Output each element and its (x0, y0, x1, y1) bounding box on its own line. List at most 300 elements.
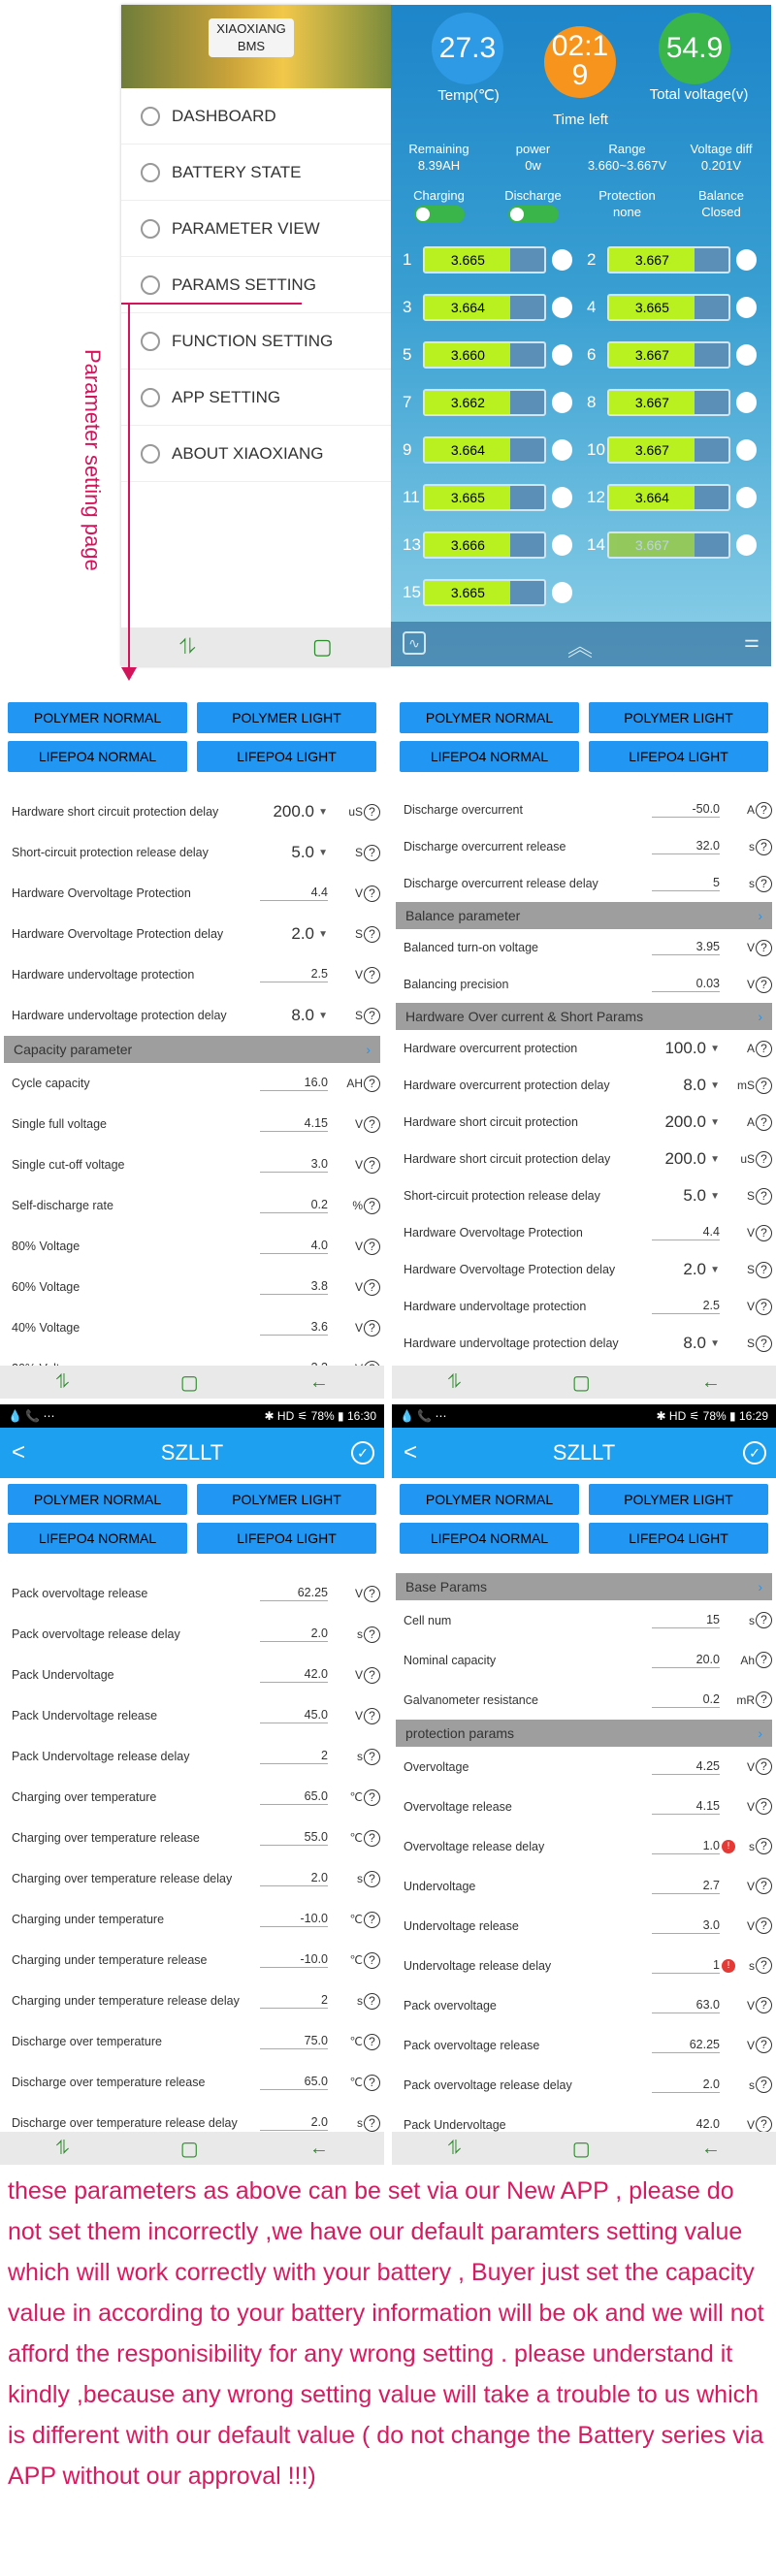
system-nav-bar (392, 2132, 776, 2165)
help-icon[interactable]: ? (364, 1789, 380, 1806)
section-header[interactable]: Capacity parameter › (4, 1036, 380, 1063)
help-icon[interactable]: ? (364, 804, 380, 821)
param-input[interactable]: 4.15 (260, 1116, 328, 1132)
help-icon[interactable]: ? (364, 1830, 380, 1847)
param-input[interactable]: 4.15 (652, 1799, 720, 1815)
menu-item-icon (141, 107, 160, 126)
param-input[interactable]: 4.4 (260, 886, 328, 901)
param-row (0, 2021, 384, 2062)
chevron-down-icon[interactable]: ▼ (710, 1190, 720, 1202)
menu-item-battery-state[interactable] (121, 145, 391, 201)
confirm-icon[interactable]: ✓ (351, 1441, 374, 1465)
param-label: Galvanometer resistance (404, 1692, 538, 1707)
param-input[interactable]: 0.2 (652, 1692, 720, 1708)
param-select[interactable]: 8.0 (291, 1005, 314, 1024)
param-input[interactable]: 2.5 (652, 1299, 720, 1314)
chevron-down-icon[interactable]: ▼ (710, 1116, 720, 1128)
square-icon[interactable]: ▢ (179, 2138, 199, 2160)
param-list (392, 791, 776, 1362)
cell-10 (587, 435, 757, 465)
warning-note: these parameters as above can be set via our New APP , please do not set them incorrectly ,we have our default paramters setting value which will work correctly with your battery , Buyer just set the capacity value in according to your battery information will be ok and we will not afford the responisibility for any wrong setting . please understand it kindly ,because any wrong setting value will take a trouble to us which is different with our default value ( do not change the Battery series via APP without our approval !!!) (8, 2177, 764, 2490)
param-unit: V (354, 1709, 363, 1723)
param-label: Charging over temperature release delay (12, 1872, 233, 1885)
help-icon[interactable]: ? (364, 926, 380, 943)
param-row (392, 1640, 776, 1680)
help-icon[interactable]: ? (756, 802, 772, 819)
param-input[interactable]: 2.0 (260, 2115, 328, 2131)
param-input[interactable]: 16.0 (260, 1076, 328, 1091)
help-icon[interactable]: ? (756, 1838, 772, 1854)
help-icon[interactable]: ? (756, 940, 772, 956)
cell-9 (403, 435, 572, 465)
app-title: SZLLT (552, 1440, 616, 1465)
menu-item-about-xiaoxiang[interactable] (121, 426, 391, 482)
param-list (392, 1573, 776, 2144)
help-icon[interactable]: ? (756, 1225, 772, 1241)
square-icon[interactable]: ▢ (311, 634, 333, 659)
stat-label: Range (608, 142, 646, 156)
param-input[interactable]: 2.0 (652, 2077, 720, 2093)
param-unit: V (746, 2038, 755, 2052)
param-row (0, 1307, 384, 1348)
menu-item-app-setting[interactable] (121, 370, 391, 426)
preset-polymer-normal[interactable]: POLYMER NORMAL (400, 702, 579, 733)
param-input[interactable]: 1.0 (652, 1839, 720, 1854)
param-unit: ℃ (349, 2035, 363, 2048)
param-input[interactable]: 2 (260, 1749, 328, 1764)
help-icon[interactable]: ? (364, 1008, 380, 1024)
preset-polymer-light[interactable]: POLYMER LIGHT (589, 702, 768, 733)
help-icon[interactable]: ? (756, 1299, 772, 1315)
help-icon[interactable]: ? (756, 2077, 772, 2093)
section-header[interactable]: Balance parameter › (396, 902, 772, 929)
param-input[interactable]: 3.6 (260, 1320, 328, 1336)
param-input[interactable]: 0.03 (652, 977, 720, 992)
param-select[interactable]: 8.0 (683, 1075, 706, 1094)
param-select[interactable]: 200.0 (273, 801, 314, 821)
annotation-line (121, 303, 302, 305)
param-input[interactable]: -50.0 (652, 802, 720, 818)
help-icon[interactable]: ? (364, 1749, 380, 1765)
cell-voltage: 3.664 (425, 438, 510, 462)
swap-icon[interactable]: ⥮ (55, 2137, 70, 2159)
param-label: Hardware short circuit protection delay (404, 1152, 611, 1166)
menu-item-function-setting[interactable] (121, 313, 391, 370)
param-input[interactable]: 20.0 (652, 1653, 720, 1668)
help-icon[interactable]: ? (364, 1952, 380, 1969)
param-label: Hardware undervoltage protection delay (12, 1009, 227, 1022)
help-icon[interactable]: ? (364, 1586, 380, 1602)
param-input[interactable]: 2.0 (260, 1871, 328, 1886)
square-icon[interactable]: ▢ (571, 1371, 591, 1394)
back-arrow-icon[interactable]: ← (700, 2137, 721, 2159)
preset-buttons (0, 1478, 384, 1554)
back-arrow-icon[interactable]: ← (308, 2137, 329, 2159)
cell-7 (403, 388, 572, 417)
menu-item-label: PARAMS SETTING (172, 274, 316, 294)
help-icon[interactable]: ? (756, 1997, 772, 2013)
param-input[interactable]: 0.2 (260, 1198, 328, 1213)
help-icon[interactable]: ? (364, 1157, 380, 1174)
param-label: Hardware short circuit protection (404, 1115, 578, 1129)
back-icon[interactable]: < (404, 1439, 418, 1465)
param-input[interactable]: 63.0 (652, 1998, 720, 2013)
preset-buttons (392, 696, 776, 772)
chevron-down-icon[interactable]: ▼ (710, 1264, 720, 1275)
preset-lifepo4-normal[interactable]: LIFEPO4 NORMAL (8, 741, 187, 772)
param-input[interactable]: 5 (652, 876, 720, 891)
param-label: Pack overvoltage release delay (12, 1627, 180, 1641)
param-input[interactable]: 45.0 (260, 1708, 328, 1723)
param-unit: S (354, 927, 363, 941)
status-value: Closed (701, 205, 741, 219)
help-icon[interactable]: ? (756, 1151, 772, 1168)
status-1 (487, 187, 579, 225)
menu-item-icon (141, 163, 160, 182)
help-icon[interactable]: ? (756, 1188, 772, 1205)
preset-lifepo4-normal[interactable]: LIFEPO4 NORMAL (400, 1523, 579, 1554)
param-row (0, 1573, 384, 1614)
help-icon[interactable]: ? (364, 967, 380, 983)
param-label: Cycle capacity (12, 1077, 90, 1090)
param-input[interactable]: 4.25 (652, 1759, 720, 1775)
stat-label: Voltage diff (690, 142, 753, 156)
param-unit: V (746, 1998, 755, 2012)
help-icon[interactable]: ? (364, 845, 380, 861)
param-select[interactable]: 2.0 (291, 923, 314, 943)
menu-item-icon (141, 219, 160, 239)
chevron-down-icon[interactable]: ▼ (318, 806, 328, 818)
param-label: Undervoltage release (404, 1918, 519, 1933)
cell-bar (607, 389, 729, 416)
param-label: 60% Voltage (12, 1280, 81, 1294)
chevron-down-icon[interactable]: ▼ (318, 928, 328, 940)
help-icon[interactable]: ? (756, 1612, 772, 1628)
param-row (0, 2062, 384, 2103)
cell-number: 1 (403, 250, 412, 269)
param-label: Cell num (404, 1613, 452, 1627)
chevron-down-icon[interactable]: ▼ (710, 1153, 720, 1165)
cell-bar (607, 436, 729, 464)
preset-polymer-normal[interactable]: POLYMER NORMAL (8, 702, 187, 733)
param-row (0, 1063, 384, 1104)
chevron-down-icon[interactable]: ▼ (318, 1010, 328, 1021)
param-label: Discharge overcurrent (404, 803, 523, 817)
chevron-down-icon[interactable]: ▼ (710, 1337, 720, 1349)
system-nav-bar (0, 1366, 384, 1399)
preset-lifepo4-normal[interactable]: LIFEPO4 NORMAL (400, 741, 579, 772)
section-header[interactable]: Hardware Over current & Short Params › (396, 1003, 772, 1030)
help-icon[interactable]: ? (756, 1878, 772, 1894)
param-select[interactable]: 5.0 (291, 842, 314, 861)
help-icon[interactable]: ? (364, 1076, 380, 1092)
cell-balance-indicator (552, 439, 572, 461)
back-arrow-icon[interactable]: ← (308, 1370, 329, 1393)
cell-voltage: 3.665 (425, 248, 510, 272)
stat-3 (675, 141, 767, 174)
param-input[interactable]: 2 (260, 1993, 328, 2009)
swap-icon[interactable]: ⥮ (447, 1370, 462, 1393)
back-arrow-icon[interactable]: ← (700, 1370, 721, 1393)
help-icon[interactable]: ? (756, 1114, 772, 1131)
help-icon[interactable]: ? (756, 2037, 772, 2053)
param-label: Pack overvoltage release (12, 1587, 148, 1600)
help-icon[interactable]: ? (364, 1198, 380, 1214)
preset-lifepo4-normal[interactable]: LIFEPO4 NORMAL (8, 1523, 187, 1554)
cell-balance-indicator (736, 344, 757, 366)
param-input[interactable]: 42.0 (260, 1667, 328, 1683)
param-input[interactable]: 3.0 (652, 1918, 720, 1934)
cell-1 (403, 245, 572, 274)
menu-item-icon (141, 388, 160, 407)
preset-lifepo4-light[interactable]: LIFEPO4 LIGHT (197, 741, 376, 772)
help-icon[interactable]: ? (756, 1957, 772, 1974)
cell-voltage: 3.665 (425, 581, 510, 604)
param-select[interactable]: 2.0 (683, 1259, 706, 1278)
param-label: Charging under temperature (12, 1913, 165, 1926)
param-row (392, 1826, 776, 1866)
param-row (392, 1985, 776, 2025)
param-unit: S (354, 846, 363, 859)
preset-polymer-normal[interactable]: POLYMER NORMAL (400, 1484, 579, 1515)
param-unit: % (352, 1199, 363, 1212)
params-screen-1 (0, 696, 384, 1399)
param-row (392, 2065, 776, 2105)
param-row (0, 1104, 384, 1144)
param-unit: V (354, 1280, 363, 1294)
param-select[interactable]: 5.0 (683, 1185, 706, 1205)
app-logo: XIAOXIANG BMS (209, 18, 294, 57)
stat-2 (581, 141, 673, 174)
cell-balance-indicator (736, 487, 757, 508)
menu-item-icon (141, 275, 160, 295)
param-label: Hardware Overvoltage Protection (12, 886, 191, 900)
charging-toggle[interactable] (414, 206, 465, 223)
preset-buttons (0, 696, 384, 772)
param-input[interactable]: 3.95 (652, 940, 720, 955)
back-icon[interactable]: < (12, 1439, 26, 1465)
cell-5 (403, 340, 572, 370)
help-icon[interactable]: ? (756, 1262, 772, 1278)
param-unit: s (357, 1750, 363, 1763)
swap-icon[interactable]: ⥮ (179, 634, 196, 659)
param-unit: V (746, 978, 755, 991)
param-input[interactable]: 2.0 (260, 1626, 328, 1642)
param-row (392, 1030, 776, 1067)
cell-balance-indicator (552, 249, 572, 271)
param-row (0, 1226, 384, 1267)
help-icon[interactable]: ? (364, 886, 380, 902)
help-icon[interactable]: ? (756, 1917, 772, 1934)
cell-bar (423, 294, 545, 321)
swap-icon[interactable]: ⥮ (55, 1370, 70, 1393)
cell-bar (607, 294, 729, 321)
menu-item-parameter-view[interactable] (121, 201, 391, 257)
time-left-label: Time left (553, 112, 608, 128)
status-left: 💧 📞 ⋯ (8, 1409, 55, 1423)
preset-polymer-light[interactable]: POLYMER LIGHT (589, 1484, 768, 1515)
cell-voltage: 3.665 (609, 296, 695, 319)
discharge-toggle[interactable] (508, 206, 559, 223)
annotation-label: Parameter setting page (81, 349, 105, 571)
param-unit: V (354, 1321, 363, 1335)
param-row (0, 873, 384, 914)
help-icon[interactable]: ? (364, 1993, 380, 2010)
param-label: Discharge over temperature (12, 2035, 162, 2048)
settings-icon[interactable]: ⚌ (743, 631, 760, 651)
cell-bar (423, 246, 545, 274)
stat-0 (393, 141, 485, 174)
param-unit: V (746, 1759, 755, 1774)
param-input[interactable]: 62.25 (260, 1586, 328, 1601)
param-input[interactable]: 2.7 (652, 1879, 720, 1894)
help-icon[interactable]: ? (364, 1912, 380, 1928)
menu-item-params-setting[interactable] (121, 257, 391, 313)
param-row (392, 865, 776, 902)
menu-item-label: DASHBOARD (172, 106, 276, 125)
param-label: Hardware Overvoltage Protection delay (12, 927, 224, 941)
params-screen-3 (0, 1404, 384, 2165)
chevron-down-icon[interactable]: ▼ (710, 1043, 720, 1054)
help-icon[interactable]: ? (364, 2115, 380, 2132)
param-unit: s (749, 1613, 755, 1627)
param-label: Undervoltage release delay (404, 1958, 552, 1973)
param-label: Pack Undervoltage (12, 1668, 114, 1682)
cell-bar (423, 341, 545, 369)
param-label: Hardware overcurrent protection delay (404, 1079, 610, 1092)
param-unit: S (746, 1336, 755, 1350)
param-input[interactable]: 4.4 (652, 1225, 720, 1240)
help-icon[interactable]: ? (756, 1041, 772, 1057)
param-input[interactable]: 2.5 (260, 967, 328, 982)
param-input[interactable]: 65.0 (260, 2075, 328, 2090)
help-icon[interactable]: ? (364, 1279, 380, 1296)
preset-lifepo4-light[interactable]: LIFEPO4 LIGHT (589, 1523, 768, 1554)
chevron-down-icon[interactable]: ▼ (318, 847, 328, 858)
param-input[interactable]: 42.0 (652, 2117, 720, 2133)
help-icon[interactable]: ? (364, 1239, 380, 1255)
cell-13 (403, 531, 572, 560)
help-icon[interactable]: ? (756, 1691, 772, 1708)
pulse-icon[interactable]: ∿ (403, 631, 426, 655)
help-icon[interactable]: ? (756, 1652, 772, 1668)
preset-polymer-light[interactable]: POLYMER LIGHT (197, 1484, 376, 1515)
param-label: Hardware Overvoltage Protection delay (404, 1263, 616, 1276)
param-unit: ℃ (349, 2076, 363, 2089)
section-header[interactable]: protection params › (396, 1720, 772, 1747)
help-icon[interactable]: ? (364, 1708, 380, 1724)
cell-bar (607, 484, 729, 511)
help-icon[interactable]: ? (756, 2116, 772, 2133)
help-icon[interactable]: ? (756, 839, 772, 855)
total-voltage-label: Total voltage(v) (649, 86, 749, 103)
param-select[interactable]: 8.0 (683, 1333, 706, 1352)
param-label: Charging under temperature release (12, 1953, 208, 1967)
param-row (0, 832, 384, 873)
cell-number: 3 (403, 298, 412, 316)
param-label: Single cut-off voltage (12, 1158, 125, 1172)
param-input[interactable]: -10.0 (260, 1912, 328, 1927)
preset-polymer-light[interactable]: POLYMER LIGHT (197, 702, 376, 733)
param-row (0, 1777, 384, 1818)
help-icon[interactable]: ? (364, 1871, 380, 1887)
cell-14 (587, 531, 757, 560)
param-label: Pack overvoltage release (404, 2038, 540, 2052)
cell-number: 8 (587, 393, 597, 411)
preset-lifepo4-light[interactable]: LIFEPO4 LIGHT (589, 741, 768, 772)
param-input[interactable]: 4.0 (260, 1239, 328, 1254)
square-icon[interactable]: ▢ (179, 1371, 199, 1394)
param-select[interactable]: 200.0 (664, 1148, 706, 1168)
chevron-down-icon[interactable]: ▼ (710, 1079, 720, 1091)
cell-bar (607, 531, 729, 559)
param-input[interactable]: 15 (652, 1613, 720, 1628)
param-input[interactable]: 75.0 (260, 2034, 328, 2049)
params-screen-2 (392, 696, 776, 1399)
param-label: Discharge over temperature release delay (12, 2116, 238, 2130)
param-input[interactable]: 1 (652, 1958, 720, 1974)
param-input[interactable]: -10.0 (260, 1952, 328, 1968)
param-select[interactable]: 100.0 (664, 1038, 706, 1057)
swap-icon[interactable]: ⥮ (447, 2137, 462, 2159)
cell-voltage: 3.665 (425, 486, 510, 509)
cell-balance-indicator (736, 249, 757, 271)
param-row (0, 1818, 384, 1858)
param-input[interactable]: 65.0 (260, 1789, 328, 1805)
help-icon[interactable]: ? (364, 2075, 380, 2091)
param-unit: V (746, 2117, 755, 2132)
param-label: Short-circuit protection release delay (404, 1189, 600, 1203)
chevron-up-icon[interactable]: ︽ (567, 632, 594, 661)
help-icon[interactable]: ? (364, 1626, 380, 1643)
preset-lifepo4-light[interactable]: LIFEPO4 LIGHT (197, 1523, 376, 1554)
param-input[interactable]: 32.0 (652, 839, 720, 854)
param-row (392, 1866, 776, 1906)
help-icon[interactable]: ? (756, 1336, 772, 1352)
param-row (0, 1736, 384, 1777)
square-icon[interactable]: ▢ (571, 2138, 591, 2160)
confirm-icon[interactable]: ✓ (743, 1441, 766, 1465)
help-icon[interactable]: ? (756, 1758, 772, 1775)
help-icon[interactable]: ? (364, 1667, 380, 1684)
cell-2 (587, 245, 757, 274)
help-icon[interactable]: ? (364, 1116, 380, 1133)
help-icon[interactable]: ? (756, 1078, 772, 1094)
param-input[interactable]: 3.0 (260, 1157, 328, 1173)
menu-item-dashboard[interactable] (121, 88, 391, 145)
param-unit: V (354, 1587, 363, 1600)
help-icon[interactable]: ? (756, 1798, 772, 1815)
cell-3 (403, 293, 572, 322)
param-input[interactable]: 62.25 (652, 2038, 720, 2053)
param-input[interactable]: 55.0 (260, 1830, 328, 1846)
cell-bar (423, 579, 545, 606)
param-select[interactable]: 200.0 (664, 1111, 706, 1131)
app-side-menu (121, 5, 391, 666)
status-2 (581, 187, 673, 220)
help-icon[interactable]: ? (756, 876, 772, 892)
param-row (392, 1600, 776, 1640)
help-icon[interactable]: ? (364, 2034, 380, 2050)
param-input[interactable]: 3.8 (260, 1279, 328, 1295)
status-bar (0, 1404, 384, 1428)
preset-polymer-normal[interactable]: POLYMER NORMAL (8, 1484, 187, 1515)
help-icon[interactable]: ? (756, 977, 772, 993)
param-unit: s (357, 1627, 363, 1641)
help-icon[interactable]: ? (364, 1320, 380, 1336)
annotation-arrow-shaft (128, 303, 130, 671)
section-header[interactable]: Base Params › (396, 1573, 772, 1600)
